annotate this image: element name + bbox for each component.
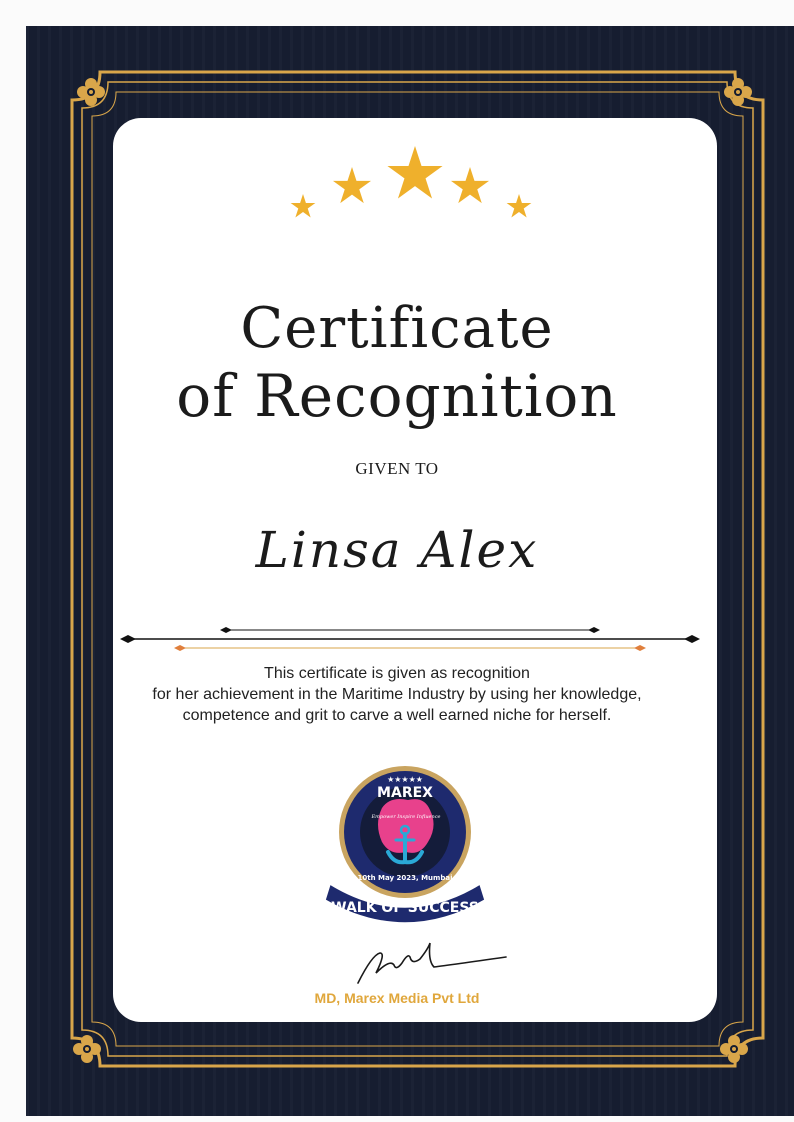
star-icon xyxy=(333,167,371,203)
recognition-line: for her achievement in the Maritime Industry by using her knowledge, xyxy=(152,686,642,703)
signature xyxy=(350,935,520,995)
star-icon xyxy=(291,194,316,218)
seal-tagline: Empower Inspire Influence xyxy=(371,814,441,820)
recognition-line: competence and grit to carve a well earned niche for herself. xyxy=(182,707,612,724)
seal-date: 10th May 2023, Mumbai xyxy=(357,874,453,882)
signer-title: MD, Marex Media Pvt Ltd xyxy=(314,990,480,1006)
seal-stars: ★★★★★ xyxy=(387,775,423,784)
recognition-line: This certificate is given as recognition xyxy=(264,665,530,682)
recipient-name: Linsa Alex xyxy=(255,521,539,579)
ornamental-divider xyxy=(120,620,700,656)
star-icon xyxy=(451,167,489,203)
walk-of-success-seal xyxy=(320,752,490,932)
flower-ornament-icon xyxy=(70,1032,104,1066)
rating-stars xyxy=(0,0,794,240)
flower-ornament-icon xyxy=(717,1032,751,1066)
given-to-label: GIVEN TO xyxy=(355,459,439,478)
star-icon xyxy=(387,146,442,198)
certificate-title-line2: of Recognition xyxy=(176,362,618,430)
recognition-text xyxy=(110,663,684,726)
seal-banner: WALK OF SUCCESS xyxy=(331,900,479,916)
star-icon xyxy=(507,194,532,218)
seal-brand: MAREX xyxy=(377,785,433,801)
certificate-title-line1: Certificate xyxy=(240,296,554,361)
